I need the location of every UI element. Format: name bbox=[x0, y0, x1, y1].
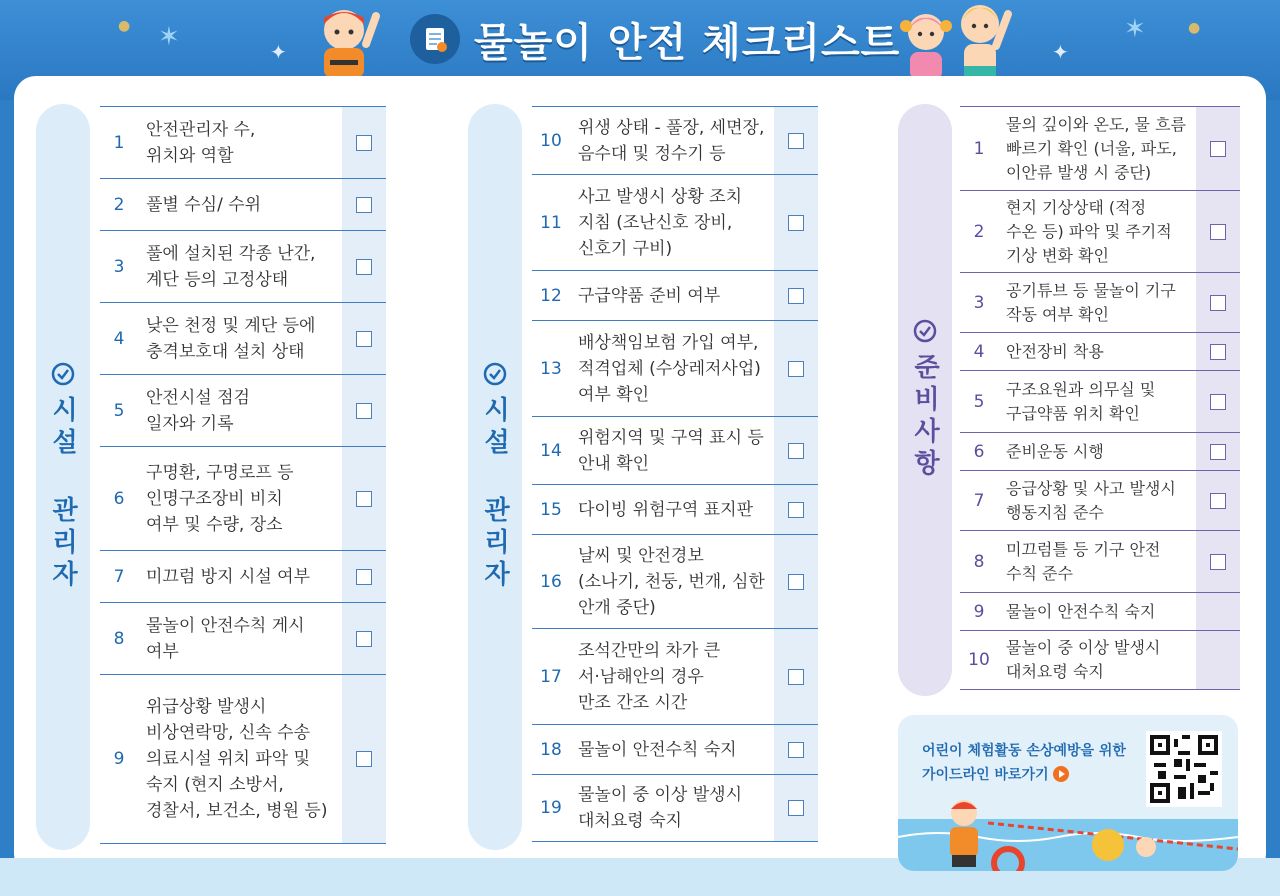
checklist-row bbox=[960, 370, 1240, 432]
checklist-row bbox=[960, 432, 1240, 470]
checkbox[interactable] bbox=[788, 215, 804, 231]
item-number: 16 bbox=[540, 571, 562, 592]
checklist-row bbox=[960, 630, 1240, 690]
guideline-link-text[interactable] bbox=[922, 739, 1142, 787]
checkbox[interactable] bbox=[356, 751, 372, 767]
checkbox[interactable] bbox=[356, 491, 372, 507]
shell-icon: ● bbox=[118, 18, 131, 34]
item-number: 7 bbox=[973, 490, 985, 511]
checklist-row bbox=[532, 174, 818, 270]
checklist-row bbox=[532, 416, 818, 484]
item-number: 11 bbox=[540, 212, 562, 233]
checklist-row bbox=[532, 106, 818, 174]
check-circle-icon bbox=[51, 362, 75, 386]
item-text: 물놀이 중 이상 발생시 대처요령 숙지 bbox=[1006, 638, 1161, 681]
checklist-row bbox=[100, 178, 386, 230]
item-number: 17 bbox=[540, 666, 562, 687]
title-text: 물놀이 안전 체크리스트 bbox=[474, 19, 901, 66]
item-number: 3 bbox=[113, 256, 125, 277]
checklist-row bbox=[532, 534, 818, 628]
item-text: 낮은 천정 및 계단 등에 충격보호대 설치 상태 bbox=[146, 315, 316, 362]
item-text: 물놀이 중 이상 발생시 대처요령 숙지 bbox=[578, 785, 743, 831]
guide-line-2: 가이드라인 바로가기 bbox=[922, 767, 1049, 783]
boy-lifejacket-mascot bbox=[310, 4, 382, 84]
item-text: 위생 상태 - 풀장, 세면장, 음수대 및 정수기 등 bbox=[578, 117, 765, 164]
checkbox[interactable] bbox=[1210, 554, 1226, 570]
item-text: 공기튜브 등 물놀이 기구 작동 여부 확인 bbox=[1006, 280, 1176, 324]
checklist-row bbox=[100, 674, 386, 844]
item-text: 물놀이 안전수칙 숙지 bbox=[578, 739, 737, 760]
item-number: 9 bbox=[113, 749, 125, 769]
checkbox[interactable] bbox=[356, 631, 372, 647]
guide-line-1: 어린이 체험활동 손상예방을 위한 bbox=[922, 743, 1126, 759]
checklist-table-facility-2 bbox=[532, 106, 818, 842]
checkbox[interactable] bbox=[356, 197, 372, 213]
checklist-row bbox=[960, 272, 1240, 332]
item-text: 응급상황 및 사고 발생시 행동지침 준수 bbox=[1006, 478, 1176, 522]
checklist-row bbox=[100, 230, 386, 302]
item-text: 안전관리자 수, 위치와 역할 bbox=[146, 119, 256, 166]
checkbox[interactable] bbox=[788, 574, 804, 590]
checklist-row bbox=[100, 106, 386, 178]
checklist-row bbox=[960, 332, 1240, 370]
check-circle-icon bbox=[483, 362, 507, 386]
checklist-row bbox=[960, 470, 1240, 530]
page-title bbox=[410, 12, 900, 66]
checkbox[interactable] bbox=[1210, 344, 1226, 360]
item-text: 구명환, 구명로프 등 인명구조장비 비치 여부 및 수량, 장소 bbox=[146, 462, 294, 535]
item-number: 2 bbox=[973, 221, 985, 242]
section-label: 시설 관리자 bbox=[47, 396, 78, 592]
item-number: 7 bbox=[113, 566, 125, 587]
item-text: 현지 기상상태 (적정 수온 등) 파악 및 주기적 기상 변화 확인 bbox=[1006, 197, 1172, 265]
section-label-facility-2 bbox=[468, 104, 522, 850]
item-text: 사고 발생시 상황 조치 지침 (조난신호 장비, 신호기 구비) bbox=[578, 186, 743, 259]
section-label-facility-1 bbox=[36, 104, 90, 850]
section-label-preparation bbox=[898, 104, 952, 696]
checkbox[interactable] bbox=[356, 569, 372, 585]
checklist-row bbox=[100, 302, 386, 374]
item-text: 풀에 설치된 각종 난간, 계단 등의 고정상태 bbox=[146, 243, 316, 290]
item-text: 배상책임보험 가입 여부, 적격업체 (수상레저사업) 여부 확인 bbox=[578, 332, 761, 405]
section-label: 준비사항 bbox=[909, 353, 940, 481]
girl-swimsuit-mascot bbox=[896, 8, 958, 86]
checkbox[interactable] bbox=[356, 403, 372, 419]
item-text: 안전시설 점검 일자와 기록 bbox=[146, 387, 250, 434]
guideline-link-box[interactable] bbox=[898, 715, 1238, 871]
checklist-table-facility-1 bbox=[100, 106, 386, 844]
checkbox[interactable] bbox=[788, 669, 804, 685]
item-number: 12 bbox=[540, 285, 562, 306]
shell-icon: ● bbox=[1188, 20, 1201, 36]
checkbox[interactable] bbox=[788, 288, 804, 304]
item-text: 미끄럼 방지 시설 여부 bbox=[146, 566, 311, 587]
item-number: 6 bbox=[973, 441, 985, 462]
qr-code[interactable] bbox=[1146, 731, 1222, 807]
item-text: 풀별 수심/ 수위 bbox=[146, 194, 262, 215]
item-text: 조석간만의 차가 큰 서·남해안의 경우 만조 간조 시간 bbox=[578, 640, 721, 713]
item-text: 위급상황 발생시 비상연락망, 신속 수송 의료시설 위치 파악 및 숙지 (현지 소방서, 경찰서, 보건소, 병원 등) bbox=[146, 697, 328, 821]
item-text: 다이빙 위험구역 표지판 bbox=[578, 499, 754, 520]
item-number: 1 bbox=[113, 132, 125, 153]
checklist-paper-icon bbox=[410, 14, 460, 64]
item-text: 구조요원과 의무실 및 구급약품 위치 확인 bbox=[1006, 379, 1156, 423]
checklist-row bbox=[100, 446, 386, 550]
checklist-row bbox=[532, 774, 818, 842]
checklist-table-preparation bbox=[960, 106, 1240, 690]
item-number: 10 bbox=[540, 130, 562, 151]
item-number: 5 bbox=[973, 391, 985, 412]
checkbox[interactable] bbox=[356, 135, 372, 151]
checklist-row bbox=[100, 550, 386, 602]
checklist-row bbox=[960, 592, 1240, 630]
item-text: 날씨 및 안전경보 (소나기, 천둥, 번개, 심한 안개 중단) bbox=[578, 545, 765, 618]
item-text: 위험지역 및 구역 표시 등 안내 확인 bbox=[578, 427, 764, 474]
item-number: 4 bbox=[973, 341, 985, 362]
item-number: 2 bbox=[113, 194, 125, 215]
item-number: 10 bbox=[968, 650, 990, 670]
item-number: 6 bbox=[113, 488, 125, 509]
sparkle-icon: ✦ bbox=[270, 40, 287, 64]
item-number: 15 bbox=[540, 499, 562, 520]
checkbox[interactable] bbox=[788, 133, 804, 149]
section-label: 시설 관리자 bbox=[479, 396, 510, 592]
sparkle-icon: ✦ bbox=[1052, 40, 1069, 64]
checklist-row bbox=[532, 724, 818, 774]
checklist-row bbox=[100, 374, 386, 446]
checklist-row bbox=[532, 628, 818, 724]
checkbox[interactable] bbox=[1210, 394, 1226, 410]
checklist-row bbox=[960, 190, 1240, 272]
checkbox[interactable] bbox=[1210, 295, 1226, 311]
checklist-row bbox=[960, 530, 1240, 592]
checklist-row bbox=[960, 106, 1240, 190]
item-number: 8 bbox=[973, 551, 985, 572]
item-number: 13 bbox=[540, 358, 562, 379]
checkbox[interactable] bbox=[356, 331, 372, 347]
item-text: 구급약품 준비 여부 bbox=[578, 285, 721, 306]
check-circle-icon bbox=[913, 319, 937, 343]
item-text: 준비운동 시행 bbox=[1006, 441, 1104, 461]
item-text: 안전장비 착용 bbox=[1006, 341, 1104, 361]
item-number: 1 bbox=[973, 138, 985, 159]
item-number: 8 bbox=[113, 628, 125, 649]
checklist-row bbox=[100, 602, 386, 674]
checkbox[interactable] bbox=[788, 502, 804, 518]
item-number: 18 bbox=[540, 739, 562, 760]
checkbox[interactable] bbox=[788, 361, 804, 377]
item-text: 물놀이 안전수칙 게시 여부 bbox=[146, 615, 305, 662]
item-number: 19 bbox=[540, 798, 562, 818]
boy-lifejacket-mascot bbox=[944, 797, 984, 871]
play-icon[interactable] bbox=[1053, 766, 1069, 782]
boy-waving-mascot bbox=[954, 0, 1014, 86]
checkbox[interactable] bbox=[788, 443, 804, 459]
checkbox[interactable] bbox=[1210, 444, 1226, 460]
checkbox[interactable] bbox=[788, 800, 804, 816]
item-number: 3 bbox=[973, 292, 985, 313]
checkbox[interactable] bbox=[356, 259, 372, 275]
item-number: 9 bbox=[973, 601, 985, 622]
checkbox[interactable] bbox=[1210, 141, 1226, 157]
item-number: 14 bbox=[540, 440, 562, 461]
item-text: 물놀이 안전수칙 숙지 bbox=[1006, 601, 1156, 621]
checklist-row bbox=[532, 320, 818, 416]
item-number: 5 bbox=[113, 400, 125, 421]
checkbox[interactable] bbox=[1210, 493, 1226, 509]
item-number: 4 bbox=[113, 328, 125, 349]
item-text: 물의 깊이와 온도, 물 흐름 빠르기 확인 (너울, 파도, 이안류 발생 시 중단) bbox=[1006, 114, 1186, 182]
checklist-row bbox=[532, 270, 818, 320]
item-text: 미끄럼틀 등 기구 안전 수칙 준수 bbox=[1006, 539, 1161, 583]
checkbox[interactable] bbox=[1210, 224, 1226, 240]
checklist-row bbox=[532, 484, 818, 534]
starfish-icon: ✶ bbox=[1124, 14, 1146, 44]
checkbox[interactable] bbox=[788, 742, 804, 758]
starfish-icon: ✶ bbox=[158, 22, 180, 52]
